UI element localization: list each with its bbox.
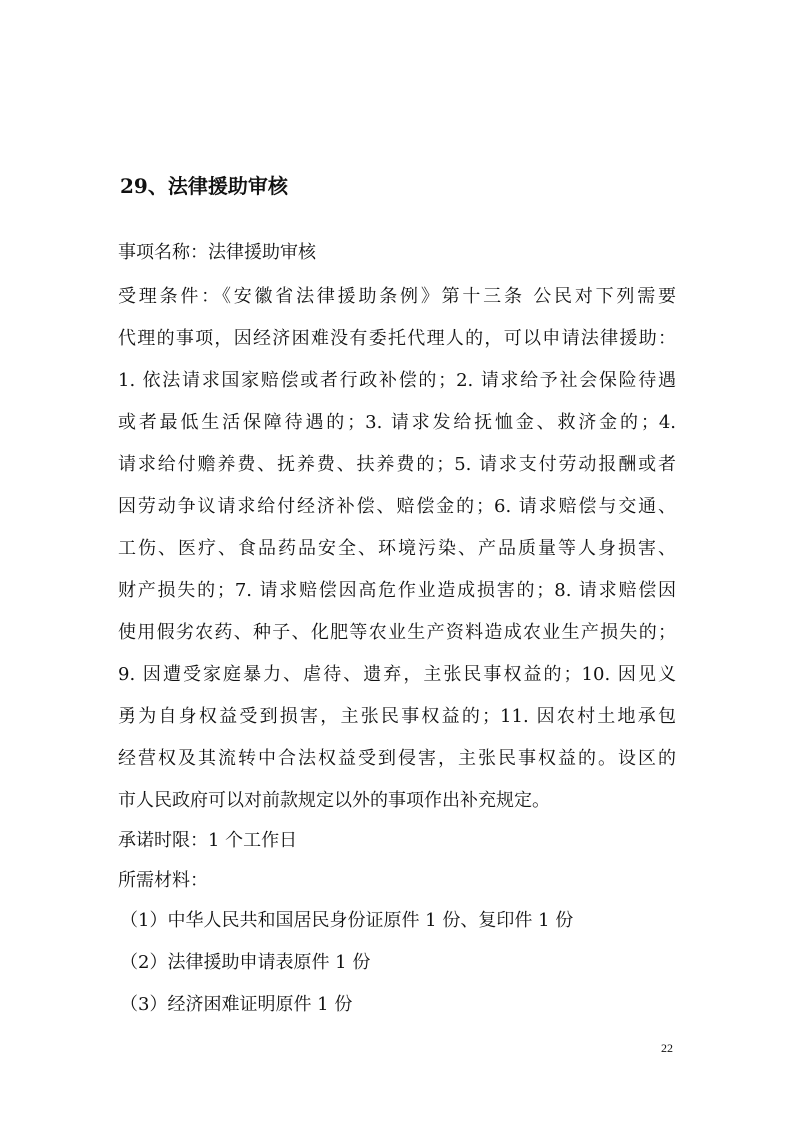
- time-limit-line: 承诺时限：1 个工作日: [118, 830, 298, 851]
- page-number: 22: [661, 1041, 673, 1055]
- material-item: （2）法律援助申请表原件 1 份: [120, 952, 371, 973]
- conditions-line: 财产损失的；7. 请求赔偿因高危作业造成损害的；8. 请求赔偿因: [118, 580, 676, 601]
- materials-label: 所需材料：: [118, 870, 208, 891]
- conditions-line: 因劳动争议请求给付经济补偿、赔偿金的；6. 请求赔偿与交通、: [118, 496, 676, 517]
- item-name-line: 事项名称：法律援助审核: [118, 242, 316, 263]
- conditions-line: 9. 因遭受家庭暴力、虐待、遗弃，主张民事权益的；10. 因见义: [118, 664, 676, 685]
- page-heading: 29、法律援助审核: [120, 174, 288, 198]
- conditions-line: 市人民政府可以对前款规定以外的事项作出补充规定。: [118, 790, 550, 811]
- conditions-line: 或者最低生活保障待遇的；3. 请求发给抚恤金、救济金的；4.: [118, 412, 676, 433]
- conditions-line: 经营权及其流转中合法权益受到侵害，主张民事权益的。设区的: [118, 748, 676, 769]
- conditions-line: 代理的事项，因经济困难没有委托代理人的，可以申请法律援助：: [118, 328, 676, 349]
- conditions-line: 受理条件：《安徽省法律援助条例》第十三条 公民对下列需要: [118, 286, 676, 307]
- conditions-line: 使用假劣农药、种子、化肥等农业生产资料造成农业生产损失的；: [118, 622, 676, 643]
- material-item: （3）经济困难证明原件 1 份: [120, 994, 353, 1015]
- conditions-line: 勇为自身权益受到损害，主张民事权益的；11. 因农村土地承包: [118, 706, 676, 727]
- conditions-line: 请求给付赡养费、抚养费、扶养费的；5. 请求支付劳动报酬或者: [118, 454, 676, 475]
- conditions-line: 工伤、医疗、食品药品安全、环境污染、产品质量等人身损害、: [118, 538, 676, 559]
- conditions-line: 1. 依法请求国家赔偿或者行政补偿的；2. 请求给予社会保险待遇: [118, 370, 676, 391]
- material-item: （1）中华人民共和国居民身份证原件 1 份、复印件 1 份: [120, 910, 574, 931]
